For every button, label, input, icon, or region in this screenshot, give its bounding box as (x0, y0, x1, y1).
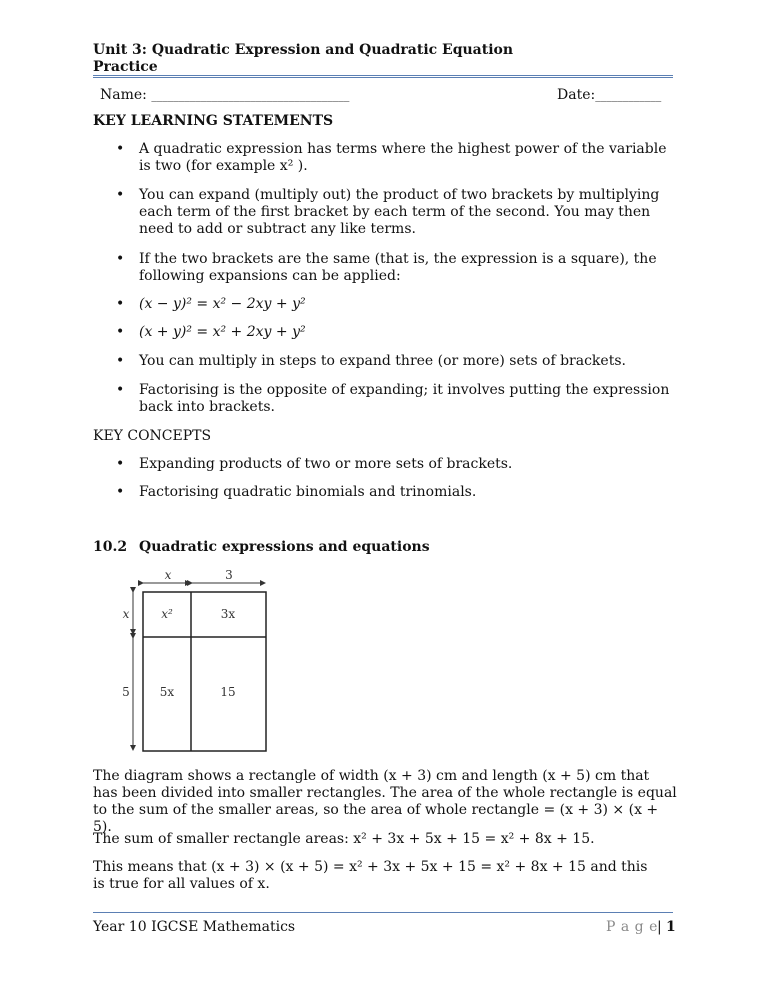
header-rule-2 (93, 77, 673, 78)
list-item-text: You can expand (multiply out) the product of two brackets by multiplying each term of the first bracket by each term of the second. You may then need to add or subtract any like terms. (139, 187, 660, 237)
list-item-formula: (x + y)² = x² + 2xy + y² (139, 324, 306, 340)
top-label-x: x (164, 568, 172, 582)
footer-page-number: 1 (666, 919, 676, 935)
cell-x-squared: x² (161, 607, 173, 621)
date-field (557, 86, 661, 105)
date-label: Date: (557, 87, 596, 103)
footer-page-label: P a g e (606, 919, 658, 935)
bullet-icon: • (116, 187, 125, 203)
list-item-text: Factorising is the opposite of expanding; it involves putting the expression back into brackets. (139, 382, 670, 415)
footer-rule (93, 912, 673, 913)
bullet-icon: • (116, 353, 125, 369)
footer-course: Year 10 IGCSE Mathematics (93, 919, 296, 935)
key-learning-heading: KEY LEARNING STATEMENTS (93, 113, 334, 129)
bullet-icon: • (116, 251, 125, 267)
cell-15: 15 (220, 685, 236, 699)
title-line-2: Practice (93, 59, 158, 75)
name-field (100, 86, 349, 105)
list-item-text: Factorising quadratic binomials and trinomials. (139, 484, 477, 500)
top-label-3: 3 (225, 568, 233, 582)
header-rule (93, 75, 673, 76)
list-item-formula: (x − y)² = x² − 2xy + y² (139, 296, 306, 312)
title-line-1: Unit 3: Quadratic Expression and Quadratic Equation (93, 42, 514, 58)
bullet-icon: • (116, 296, 125, 312)
document-title (93, 42, 513, 76)
name-blank: ____________________________________ (151, 89, 350, 102)
list-item-text: If the two brackets are the same (that is, the expression is a square), the following expansions can be applied: (139, 251, 657, 284)
paragraph-sum-areas: The sum of smaller rectangle areas: x² + 3x + 5x + 15 = x² + 8x + 15. (93, 831, 595, 847)
cell-3x: 3x (220, 607, 236, 621)
key-concepts-heading: KEY CONCEPTS (93, 428, 212, 444)
section-number: 10.2 (93, 539, 128, 555)
bullet-icon: • (116, 324, 125, 340)
list-item-text: You can multiply in steps to expand three (or more) sets of brackets. (139, 353, 626, 369)
bullet-icon: • (116, 141, 125, 157)
bullet-icon: • (116, 456, 125, 472)
list-item-text: A quadratic expression has terms where the highest power of the variable is two (for example x² ). (139, 141, 667, 174)
bullet-icon: • (116, 484, 125, 500)
side-label-5: 5 (122, 685, 130, 699)
date-blank: ____________ (595, 89, 662, 102)
bullet-icon: • (116, 382, 125, 398)
area-diagram (112, 566, 282, 756)
paragraph-diagram-explanation: The diagram shows a rectangle of width (x + 3) cm and length (x + 5) cm that has been divided into smaller rectangles. The area of the whole rectangle is equal to the sum of the smaller areas, so the area of whole rectangle = (x + 3) × (x + 5). (93, 768, 677, 835)
list-item-text: Expanding products of two or more sets of brackets. (139, 456, 513, 472)
cell-5x: 5x (159, 685, 175, 699)
side-label-x: x (122, 607, 130, 621)
section-title: Quadratic expressions and equations (139, 539, 430, 555)
footer-separator: | (657, 919, 662, 935)
paragraph-conclusion: This means that (x + 3) × (x + 5) = x² + 3x + 5x + 15 = x² + 8x + 15 and this is true for all values of x. (93, 859, 648, 892)
name-label: Name: (100, 87, 152, 103)
